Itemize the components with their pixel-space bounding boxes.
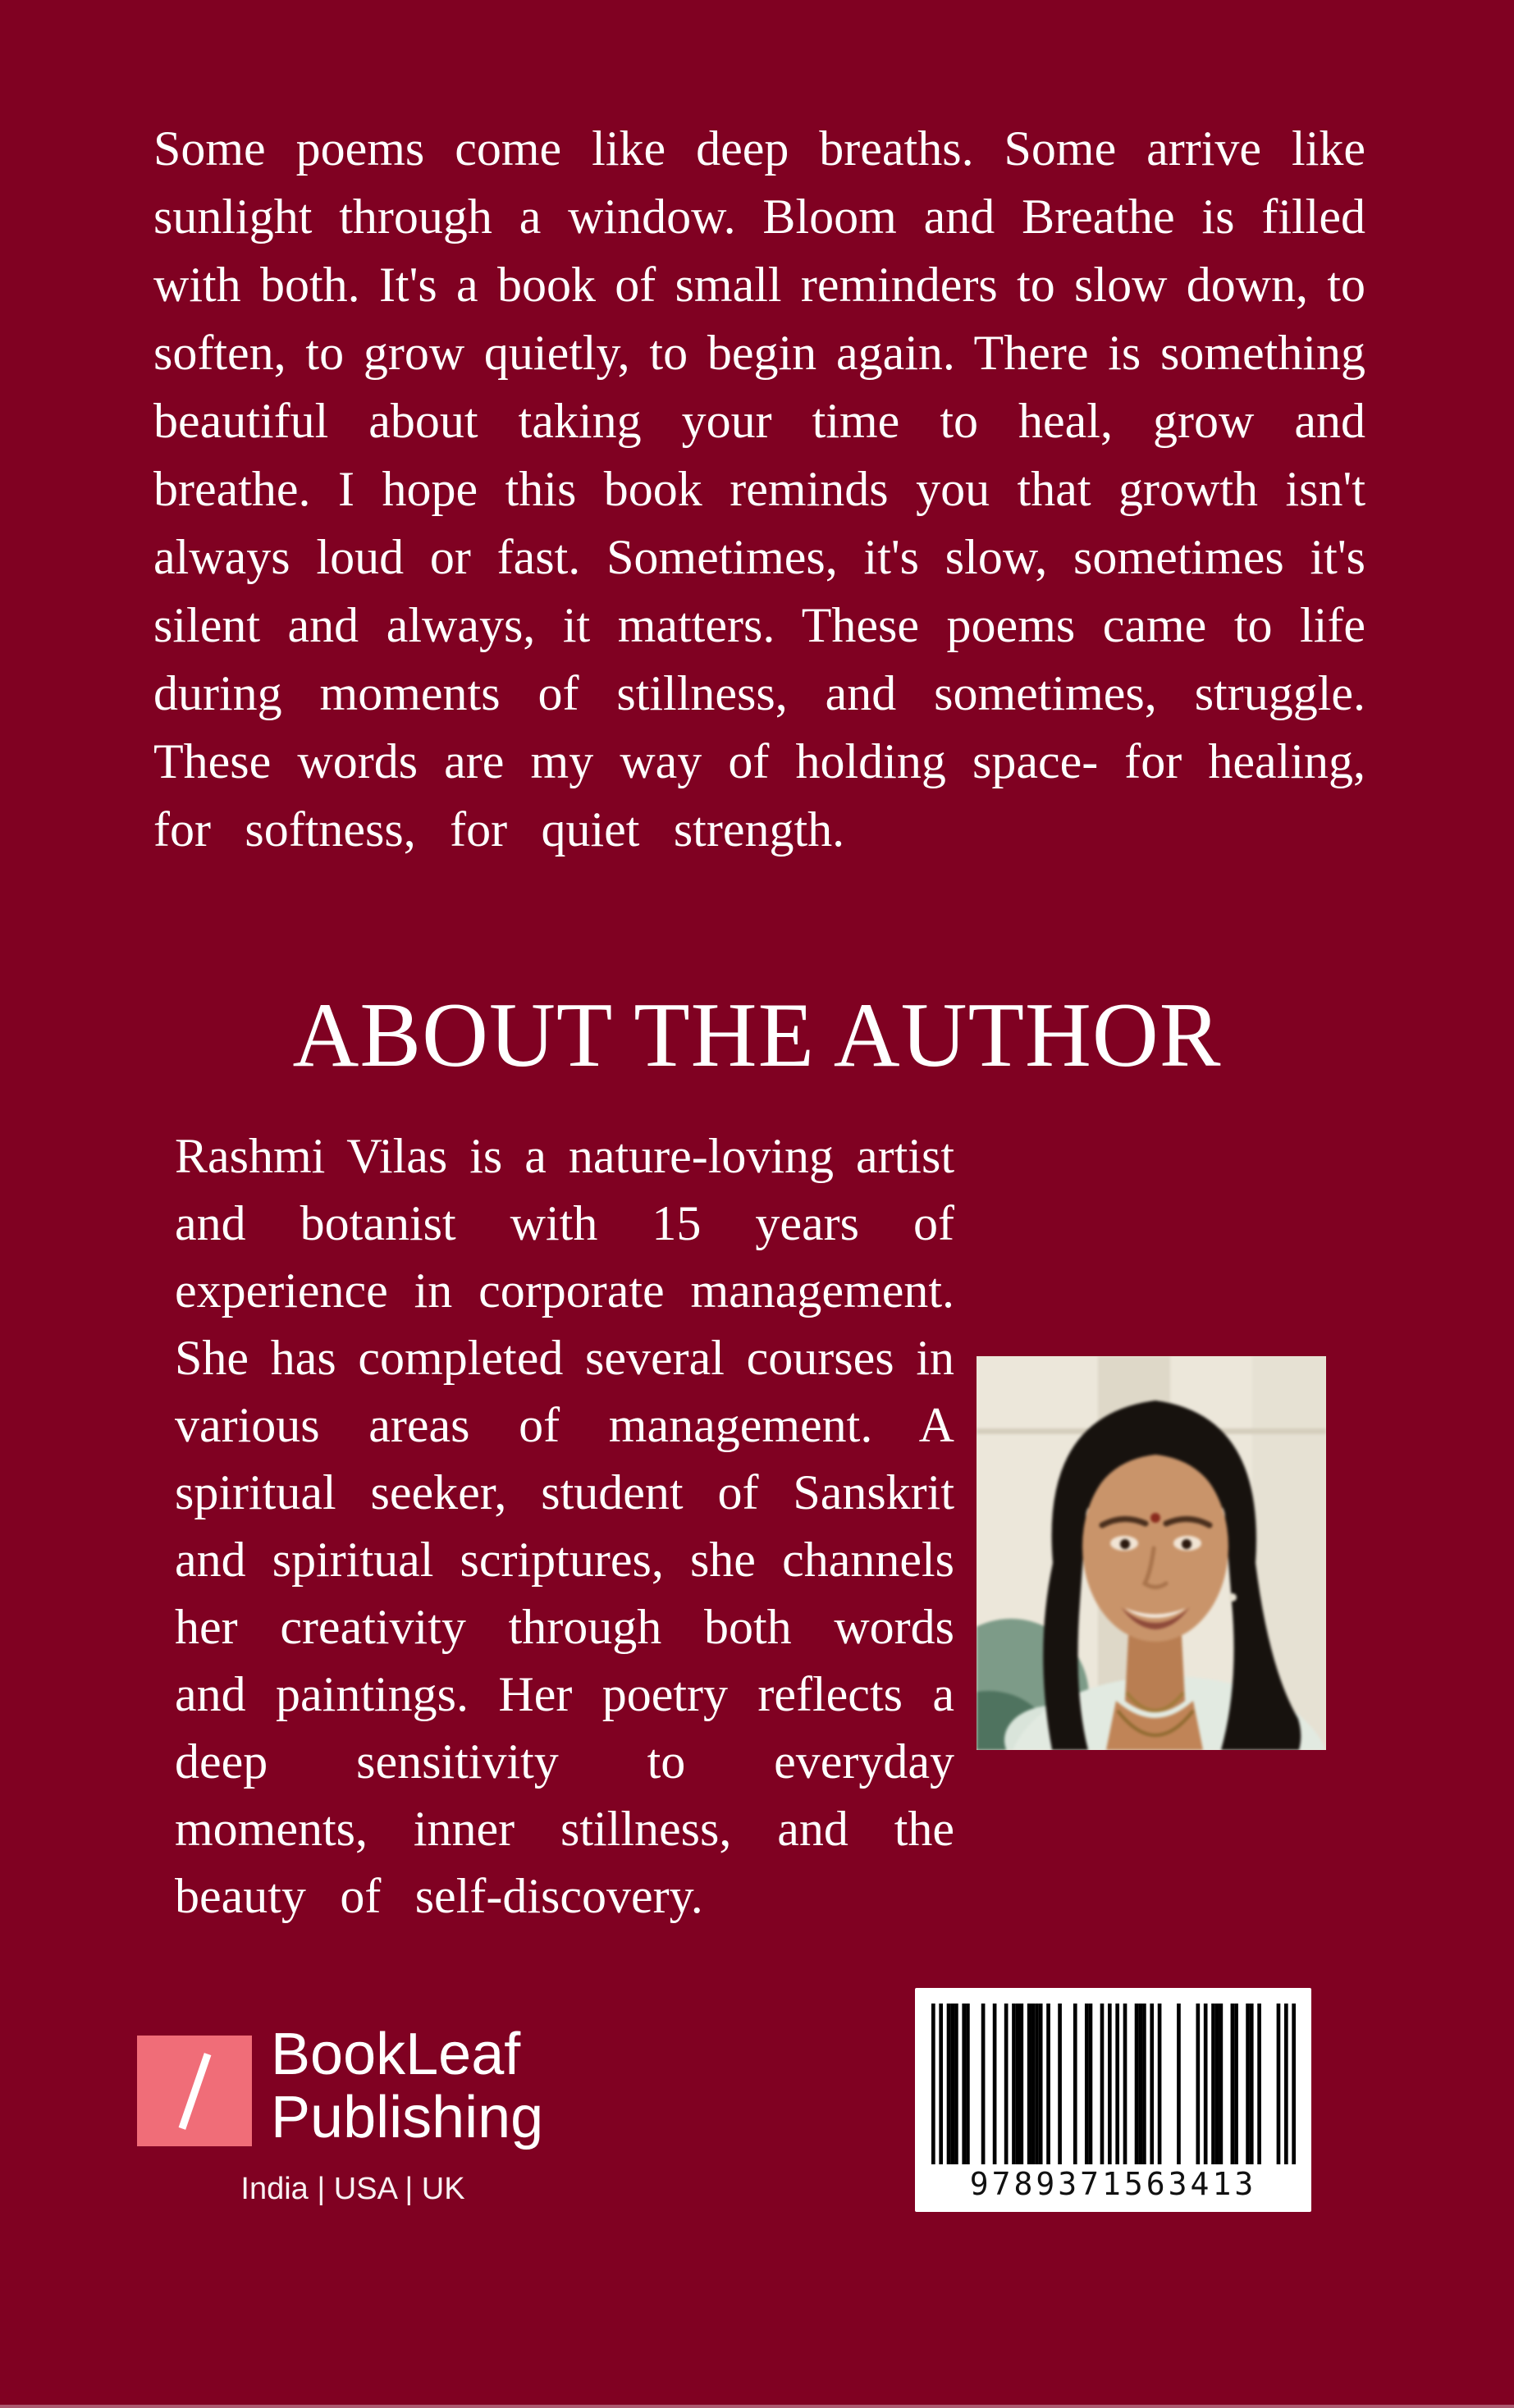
- bio-line: Rashmi Vilas is a nature-loving artist: [175, 1129, 954, 1183]
- bio-line: beauty of self-discovery.: [175, 1869, 703, 1923]
- synopsis-line: soften, to grow quietly, to begin again. There is something: [153, 326, 1365, 380]
- publisher-regions: India | USA | UK: [240, 2172, 465, 2206]
- bio-line: moments, inner stillness, and the: [175, 1802, 954, 1856]
- page-bottom-edge: [0, 2405, 1514, 2408]
- bio-line: and spiritual scriptures, she channels: [175, 1533, 954, 1587]
- author-photo: [977, 1356, 1326, 1750]
- bio-line: deep sensitivity to everyday: [175, 1734, 954, 1789]
- author-photo-illustration: [977, 1356, 1326, 1750]
- synopsis-line: beautiful about taking your time to heal, grow and: [153, 394, 1365, 448]
- synopsis-line: breathe. I hope this book reminds you that growth isn't: [153, 462, 1365, 516]
- publisher-name-line2: Publishing: [271, 2085, 544, 2150]
- synopsis-line: Some poems come like deep breaths. Some arrive like: [153, 121, 1365, 176]
- about-the-author-heading: ABOUT THE AUTHOR: [292, 985, 1222, 1086]
- synopsis-line: These words are my way of holding space- for healing,: [153, 734, 1365, 788]
- bio-line: She has completed several courses in: [175, 1331, 954, 1385]
- synopsis-line: during moments of stillness, and sometimes, struggle.: [153, 666, 1365, 720]
- slash-icon: [178, 2053, 211, 2130]
- bio-line: and paintings. Her poetry reflects a: [175, 1667, 954, 1721]
- synopsis-line: for softness, for quiet strength.: [153, 802, 845, 857]
- publisher-name-line1: BookLeaf: [271, 2022, 521, 2087]
- synopsis-line: always loud or fast. Sometimes, it's slow, sometimes it's: [153, 530, 1365, 584]
- bio-line: her creativity through both words: [175, 1600, 954, 1654]
- bookleaf-logo-mark: [137, 2036, 252, 2146]
- synopsis-line: sunlight through a window. Bloom and Breathe is filled: [153, 190, 1365, 244]
- bio-line: experience in corporate management.: [175, 1263, 954, 1318]
- publisher-name: [271, 2023, 543, 2150]
- bio-line: various areas of management. A: [175, 1398, 954, 1452]
- author-bio: [175, 1122, 954, 1930]
- barcode-bars: [931, 2004, 1296, 2164]
- synopsis-line: with both. It's a book of small reminders to slow down, to: [153, 258, 1365, 312]
- isbn-number: 9789371563413: [969, 2166, 1257, 2202]
- barcode: [915, 1988, 1311, 2212]
- bio-line: and botanist with 15 years of: [175, 1196, 954, 1250]
- synopsis-line: silent and always, it matters. These poems came to life: [153, 598, 1365, 652]
- bio-line: spiritual seeker, student of Sanskrit: [175, 1465, 954, 1519]
- synopsis-paragraph: [153, 115, 1365, 864]
